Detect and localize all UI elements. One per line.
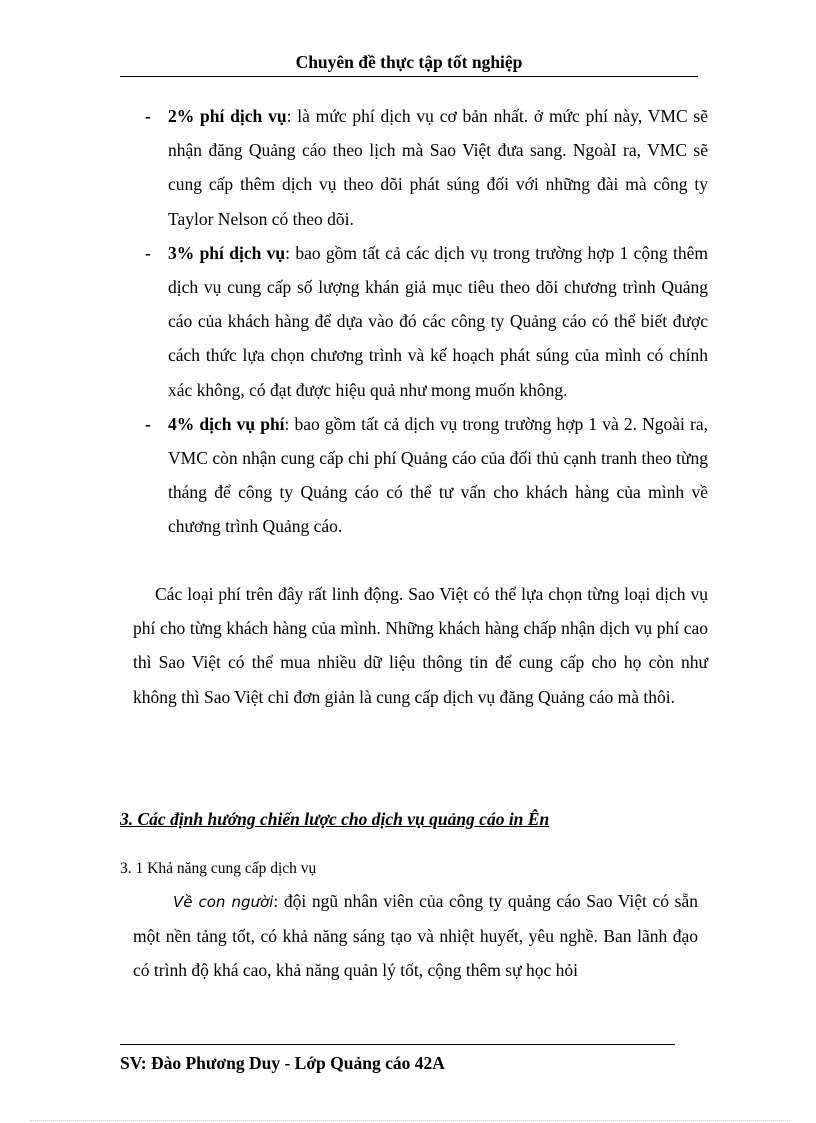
bullet-dash: -	[145, 413, 151, 434]
list-item-term: 2% phí dịch vụ	[168, 106, 287, 126]
section-paragraph	[133, 884, 698, 987]
lead-italic-text: Về con người	[173, 893, 274, 911]
footer-divider	[120, 1044, 675, 1045]
list-item-description: : bao gồm tất cả các dịch vụ trong trường hợp 1 cộng thêm dịch vụ cung cấp số lượng khán giả mục tiêu theo dõi chương trình Quảng cáo của khách hàng để dựa vào đó các công ty Quảng cáo có thể biết được cách thức lựa chọn chương trình và kế hoạch phát súng của mình có chính xác không, có đạt được hiệu quả như mong muốn không.	[168, 242, 708, 400]
fee-list	[0, 99, 816, 544]
list-item	[0, 236, 816, 407]
list-item-term: 3% phí dịch vụ	[168, 242, 286, 263]
page-bottom-edge	[30, 1120, 790, 1121]
section-heading: 3. Các định hướng chiến lược cho dịch vụ quảng cáo in Ên	[120, 809, 550, 829]
subsection-heading: 3. 1 Khả năng cung cấp dịch vụ	[120, 860, 317, 877]
body-paragraph: Các loại phí trên đây rất linh động. Sao Việt có thể lựa chọn từng loại dịch vụ phí cho từng khách hàng của mình. Những khách hàng chấp nhận dịch vụ phí cao thì Sao Việt có thể mua nhiều dữ liệu thông tin để cung cấp cho họ còn như không thì Sao Việt chỉ đơn giản là cung cấp dịch vụ đăng Quảng cáo mà thôi.	[133, 584, 708, 707]
page-header-title: Chuyên đề thực tập tốt nghiệp	[295, 52, 523, 72]
list-item-description: : bao gồm tất cả dịch vụ trong trường hợp 1 và 2. Ngoài ra, VMC còn nhận cung cấp chi phí Quảng cáo của đối thủ cạnh tranh theo từng tháng để công ty Quảng cáo có thể tư vấn cho khách hàng của mình về chương trình Quảng cáo.	[168, 413, 708, 537]
bullet-dash: -	[145, 106, 151, 126]
section-paragraph-text: : đội ngũ nhân viên của công ty quảng cáo Sao Việt có sẵn một nền tảng tốt, có khả năng sáng tạo và nhiệt huyết, yêu nghề. Ban lãnh đạo có trình độ khá cao, khả năng quản lý tốt, cộng thêm sự học hỏi	[133, 891, 698, 980]
list-item-text	[168, 236, 708, 407]
list-item-description: : là mức phí dịch vụ cơ bản nhất. ở mức phí này, VMC sẽ nhận đăng Quảng cáo theo lịch mà Sao Việt đưa sang. NgoàI ra, VMC sẽ cung cấp thêm dịch vụ theo dõi phát súng đối với những đài mà công ty Taylor Nelson có theo dõi.	[168, 106, 709, 229]
list-item	[0, 99, 816, 236]
list-item-text	[168, 407, 708, 544]
list-item	[0, 407, 816, 544]
list-item-text	[168, 99, 708, 236]
list-item-term: 4% dịch vụ phí	[168, 413, 285, 434]
header-divider	[120, 76, 698, 77]
bullet-dash: -	[145, 242, 151, 263]
page-footer-author: SV: Đào Phương Duy - Lớp Quảng cáo 42A	[120, 1053, 445, 1073]
